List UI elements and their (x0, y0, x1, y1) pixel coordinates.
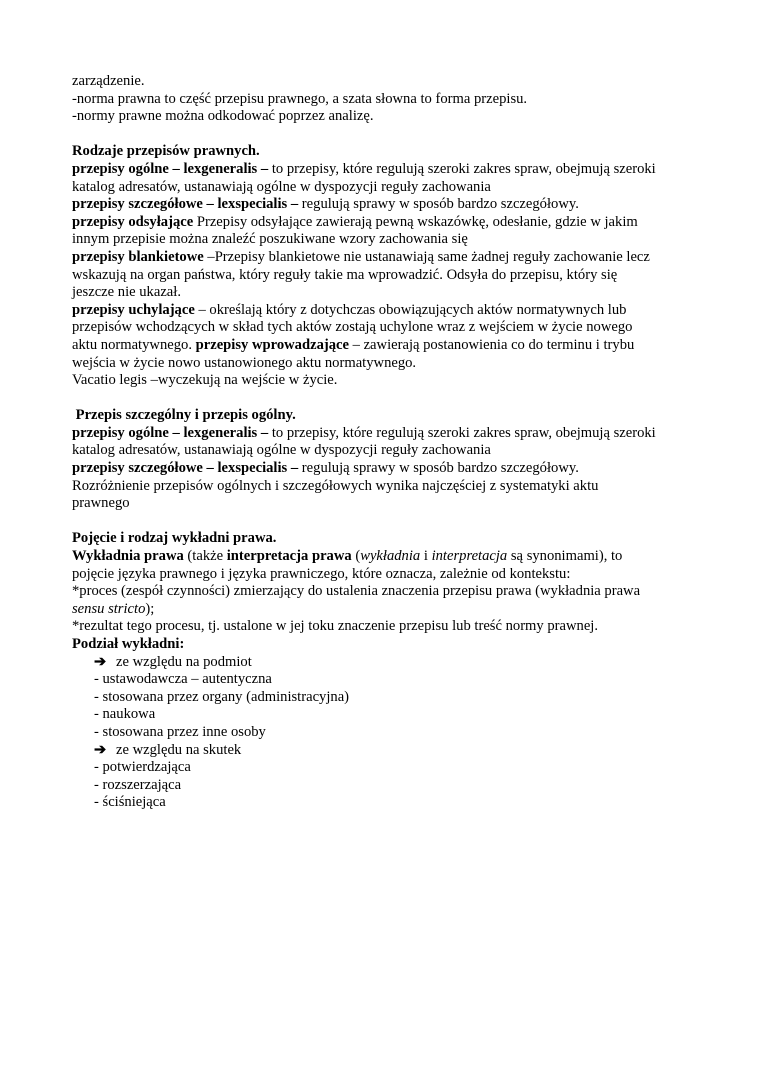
list-item: - ściśniejąca (94, 794, 166, 811)
paragraph-line: prawnego (72, 495, 130, 512)
term: przepisy ogólne – lexgeneralis – (72, 424, 269, 441)
term: przepisy szczegółowe – lexspecialis – (72, 196, 299, 213)
term: przepisy odsyłające (72, 213, 194, 230)
term: przepisy szczegółowe – lexspecialis – (72, 460, 299, 477)
paragraph-line: Rozróżnienie przepisów ogólnych i szczegółowych wynika najczęściej z systematyki aktu (72, 477, 599, 494)
term: Wykładnia prawa (72, 548, 184, 565)
subheading-division: Podział wykładni: (72, 636, 185, 652)
intro-line: -norma prawna to część przepisu prawnego, a szata słowna to forma przepisu. (72, 90, 528, 107)
section-heading-types: Rodzaje przepisów prawnych. (72, 143, 260, 160)
intro-line: -normy prawne można odkodować poprzez analizę. (72, 108, 374, 125)
paragraph-line: przepisy uchylające – określają który z dotychczas obowiązujących aktów normatywnych lub (72, 301, 627, 318)
arrow-list-item: ➔ ze względu na podmiot (94, 653, 252, 670)
arrow-right-icon: ➔ (94, 741, 107, 758)
paragraph-line: katalog adresatów, ustanawiają ogólne w dyspozycji reguły zachowania (72, 442, 491, 459)
list-item: - naukowa (94, 706, 156, 723)
intro-line: zarządzenie. (72, 73, 145, 89)
paragraph-line: przepisów wchodzących w skład tych aktów zostają uchylone wraz z wejściem w życie nowego (72, 319, 633, 336)
paragraph-line: przepisy blankietowe –Przepisy blankietowe nie ustanawiają same żadnej reguły zachowanie lecz (72, 248, 650, 265)
list-item: - ustawodawcza – autentyczna (94, 671, 272, 688)
paragraph-line: przepisy ogólne – lexgeneralis – to przepisy, które regulują szeroki zakres spraw, obejmują szeroki (72, 160, 656, 177)
term: przepisy uchylające (72, 301, 195, 318)
paragraph-line: jeszcze nie ukazał. (72, 284, 181, 301)
arrow-right-icon: ➔ (94, 653, 107, 670)
paragraph-line: pojęcie języka prawnego i języka prawniczego, które oznacza, zależnie od kontekstu: (72, 565, 571, 582)
list-item: - stosowana przez organy (administracyjna) (94, 688, 350, 705)
list-item: - potwierdzająca (94, 759, 191, 776)
paragraph-line: Vacatio legis –wyczekują na wejście w życie. (72, 372, 338, 389)
section-heading-interpretation: Pojęcie i rodzaj wykładni prawa. (72, 530, 277, 547)
paragraph-line: przepisy ogólne – lexgeneralis – to przepisy, które regulują szeroki zakres spraw, obejmują szeroki (72, 424, 656, 441)
paragraph-line: wskazują na organ państwa, który reguły takie ma wprowadzić. Odsyła do przepisu, który się (72, 266, 618, 283)
paragraph-line: katalog adresatów, ustanawiają ogólne w dyspozycji reguły zachowania (72, 178, 491, 195)
term: przepisy wprowadzające (195, 336, 349, 353)
term: przepisy ogólne – lexgeneralis – (72, 160, 269, 177)
paragraph-line: innym przepisie można znaleźć poszukiwane wzory zachowania się (72, 231, 468, 248)
section-heading-specific-general: Przepis szczególny i przepis ogólny. (72, 407, 296, 424)
paragraph-line: wejścia w życie nowo ustanowionego aktu normatywnego. (72, 354, 417, 371)
list-item: - rozszerzająca (94, 776, 182, 793)
paragraph-line: przepisy odsyłające Przepisy odsyłające zawierają pewną wskazówkę, odesłanie, gdzie w jakim (72, 213, 638, 230)
paragraph-line: Wykładnia prawa (także interpretacja prawa (wykładnia i interpretacja są synonimami), to (72, 548, 623, 565)
paragraph-line: aktu normatywnego. przepisy wprowadzające – zawierają postanowienia co do terminu i trybu (72, 336, 635, 353)
term: interpretacja prawa (226, 548, 352, 565)
document-page (72, 73, 692, 812)
arrow-list-item: ➔ ze względu na skutek (94, 741, 242, 758)
paragraph-line: *rezultat tego procesu, tj. ustalone w jej toku znaczenie przepisu lub treść normy prawnej. (72, 618, 599, 635)
term: przepisy blankietowe (72, 248, 204, 265)
paragraph-line: sensu stricto); (72, 600, 155, 617)
paragraph-line: przepisy szczegółowe – lexspecialis – regulują sprawy w sposób bardzo szczegółowy. (72, 460, 579, 477)
paragraph-line: przepisy szczegółowe – lexspecialis – regulują sprawy w sposób bardzo szczegółowy. (72, 196, 579, 213)
list-item: - stosowana przez inne osoby (94, 723, 266, 740)
paragraph-line: *proces (zespół czynności) zmierzający do ustalenia znaczenia przepisu prawa (wykładnia prawa (72, 583, 641, 600)
